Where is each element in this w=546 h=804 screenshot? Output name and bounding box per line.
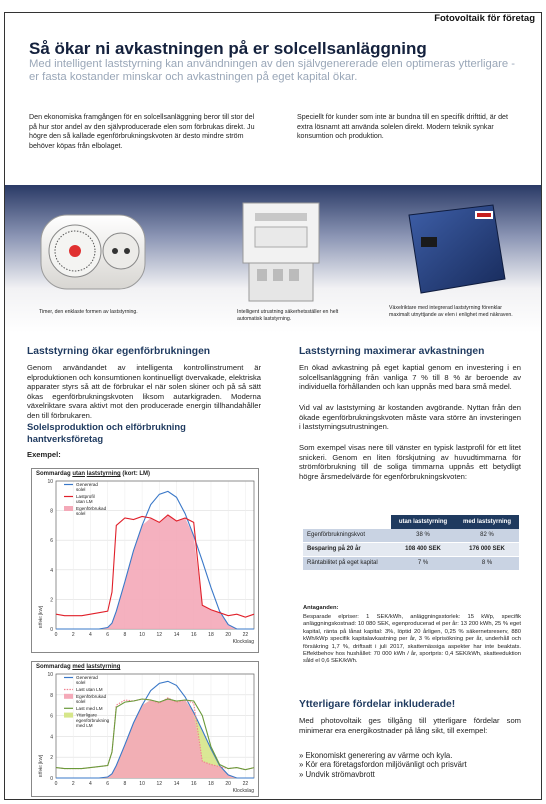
legend-label: Last med LM (76, 705, 103, 711)
legend-label: Egenförbrukad (76, 693, 107, 699)
x-tick-label: 16 (190, 632, 197, 638)
x-tick-label: 18 (208, 632, 214, 638)
y-tick-label: 8 (50, 692, 53, 699)
table-row (303, 529, 519, 543)
x-tick-label: 4 (89, 781, 92, 787)
x-tick-label: 18 (208, 781, 214, 787)
x-tick-label: 20 (225, 781, 231, 787)
chart2-title: Sommardag med laststyrning (36, 664, 121, 670)
table-row (303, 543, 519, 557)
table-cell: 8 % (455, 557, 519, 571)
section-tag: Fotovoltaik för företag (434, 13, 535, 24)
legend-label: solel (76, 699, 86, 704)
y-tick-label: 10 (47, 672, 53, 678)
lead-paragraph: Med intelligent laststyrning kan användningen av den självgenererade elen optimeras ytterligare - er fasta kostander minskar och avkastningen på eget kapital ökar. (29, 58, 516, 83)
y-tick-label: 8 (50, 508, 53, 515)
list-item: » Kör era företagsfordon miljövänligt och prisvärt (299, 760, 521, 769)
intro-right: Speciellt för kunder som inte är bundna till en specifik drifttid, är det extra lösnamt att använda solelen direkt. Modern teknik synkar konsumtion och produktion. (297, 113, 508, 141)
list-item: » Undvik strömavbrott (299, 770, 521, 779)
x-tick-label: 12 (156, 781, 163, 787)
x-tick-label: 6 (106, 781, 110, 787)
y-axis-label: Effekt [kW] (38, 754, 43, 778)
y-tick-label: 6 (50, 538, 53, 545)
inverter-image (401, 201, 511, 297)
left-heading: Laststyrning ökar egenförbrukningen (27, 346, 211, 357)
list-item: » Ekonomiskt generering av värme och kyla. (299, 751, 521, 760)
y-tick-label: 10 (47, 479, 53, 485)
series-area (56, 515, 254, 629)
x-tick-label: 16 (190, 781, 197, 787)
x-tick-label: 10 (139, 781, 145, 787)
legend-label: Genererad (76, 675, 98, 680)
benefits-list (299, 751, 521, 779)
product-caption-1: Timer, den enklaste formen av laststyrning. (39, 309, 138, 315)
table-cell: 82 % (455, 529, 519, 543)
table-cell: 7 % (391, 557, 455, 571)
chart-subheading: Solelsproduktion och elförbrukning hantverksföretag (27, 421, 186, 444)
x-axis-label: Klockslag (232, 639, 254, 645)
y-tick-label: 6 (50, 713, 53, 720)
legend-label: Ytterligare (76, 712, 97, 718)
table-header-row (303, 515, 519, 529)
table-header-med: med laststyrning (455, 515, 519, 529)
chart-without-lm (31, 468, 259, 653)
legend-swatch (64, 506, 73, 511)
product-caption-3: Växelriktare med integrerad laststyrning förenklar maximalt utnyttjande av elen i enlighet med näkraven. (389, 305, 513, 318)
legend-label: solel (76, 511, 86, 517)
x-tick-label: 2 (71, 781, 75, 787)
table-cell: Besparing på 20 år (303, 543, 391, 557)
y-axis-label: Effekt [kW] (38, 605, 43, 629)
example-label: Exempel: (27, 450, 61, 459)
legend-swatch (64, 713, 73, 718)
chart1-svg (32, 469, 260, 654)
table-header-empty (303, 515, 391, 529)
table-cell: 176 000 SEK (455, 543, 519, 557)
table-header-utan: utan laststyrning (391, 515, 455, 529)
table-cell: Egenförbrukningskvot (303, 529, 391, 543)
x-tick-label: 0 (54, 632, 58, 638)
product-caption-2: Intelligent utrustning säkerhetsställer en helt automatisk laststyrning. (237, 309, 339, 322)
table-cell: Räntabilitet på eget kapital (303, 557, 391, 571)
intro-left: Den ekonomiska framgången för en solcellsanläggning beror till stor del på hur stor andel av den självproducerade elen som förbrukas direkt. Ju högre den så kallade egenförbrukningskvoten är desto mindre ström behöver köpas från elbolaget. (29, 113, 255, 150)
left-body: Genom användandet av intelligenta kontrollinstrument är elproduktionen och konsumtionen kontinuelligt övervakade, elektriska apparater styrs så att de förbrukar el när solen skiner och på så sätt ökas egenförbrukningskvoten liksom autarkigraden. Moderna växelriktare svara aktivt mot den producerade energin tillhandahåller den till förbrukaren. (27, 363, 261, 420)
right-p4: Med photovoltaik ges tillgång till ytterligare fördelar som minimerar era energikostnader på lång sikt, till exempel: (299, 716, 521, 735)
legend-label: utan LM (76, 499, 93, 505)
document-page (4, 12, 542, 800)
page-title: Så ökar ni avkastningen på er solcellsanläggning (29, 39, 427, 58)
y-tick-label: 0 (50, 776, 53, 782)
legend-label: solel (76, 680, 86, 686)
y-tick-label: 2 (50, 755, 53, 762)
legend-label: Last utan LM (76, 687, 103, 692)
x-tick-label: 8 (123, 632, 127, 638)
legend-label: egenförbrukning (76, 717, 110, 723)
legend-label: Genererad (76, 482, 98, 487)
y-tick-label: 0 (50, 627, 53, 633)
chart2-svg (32, 662, 260, 798)
smart-device-image (233, 197, 329, 305)
x-tick-label: 0 (54, 781, 58, 787)
x-tick-label: 12 (156, 632, 163, 638)
legend-label: med LM (76, 723, 93, 728)
right-heading-2: Ytterligare fördelar inkluderade! (299, 699, 456, 710)
table-cell: 108 400 SEK (391, 543, 455, 557)
y-tick-label: 4 (50, 734, 53, 741)
timer-image (35, 201, 155, 301)
legend-label: Egenförbrukad (76, 506, 107, 511)
right-p1: En ökad avkastning på eget kaptial genom en investering i en solcellsanläggning från vanliga 7 % till 8 % är beroende av individuella förhållanden och kan uppnås med bara små medel. (299, 363, 521, 392)
x-tick-label: 20 (225, 632, 231, 638)
x-tick-label: 10 (139, 632, 145, 638)
legend-label: Lastprofil (76, 494, 95, 499)
assumptions-label: Antaganden: (303, 605, 339, 611)
table-cell: 38 % (391, 529, 455, 543)
y-tick-label: 2 (50, 597, 53, 604)
x-tick-label: 14 (173, 781, 180, 787)
x-tick-label: 6 (106, 632, 110, 638)
x-tick-label: 8 (123, 781, 127, 787)
x-tick-label: 4 (89, 632, 92, 638)
right-p2: Vid val av laststyrning är kostanden avgörande. Nyttan från den ökade egenförbrukningskvoten måste vara större än invsteringen i laststyrningsutrustningen. (299, 403, 521, 432)
y-tick-label: 4 (50, 567, 53, 574)
chart-with-lm (31, 661, 259, 797)
x-axis-label: Klockslag (232, 788, 254, 794)
x-tick-label: 14 (173, 632, 180, 638)
legend-swatch (64, 694, 73, 699)
x-tick-label: 22 (242, 781, 249, 787)
comparison-table (303, 515, 519, 571)
x-tick-label: 22 (242, 632, 249, 638)
table-row (303, 557, 519, 571)
x-tick-label: 2 (71, 632, 75, 638)
legend-label: solel (76, 487, 86, 493)
assumptions-text: Besparade elpriser: 1 SEK/kWh, anläggningsstorlek: 15 kWp, specifik anläggningskostnad: 10 080 SEK, egenproducerad el per år: 13 200 kWh, 25 % eget kapital, ränta på lånat kapital: 3%, löptid 20 årligen, 0,25 % säkernetsreserv, 880 kWh/kWp specifik kapitalavkastning per år, 3 % elprisökning per år, underhåll och försäkring 1,7 %, driftsatt i juli 2017, skattemässiga aspekter har inte beaktats. Effektbehov hos hushållet: 70 000 kWh / år, sportpris: 0,4 SEK/kWh, skatteeduktion såld el 0,6 SEK/kWh. (303, 614, 521, 665)
chart1-title: Sommardag utan laststyrning (kort: LM) (36, 471, 151, 477)
right-heading: Laststyrning maximerar avkastningen (299, 346, 485, 357)
right-p3: Som exempel visas nere till vänster en typisk lastprofil för ett litet snickeri. Genom en liten förskjutning av huvudtimmarna för strömförbrukning till de soliga timmarna uppnås ett betydligt högre årsmedelvärde för egenförbrukningskvoten: (299, 443, 521, 481)
